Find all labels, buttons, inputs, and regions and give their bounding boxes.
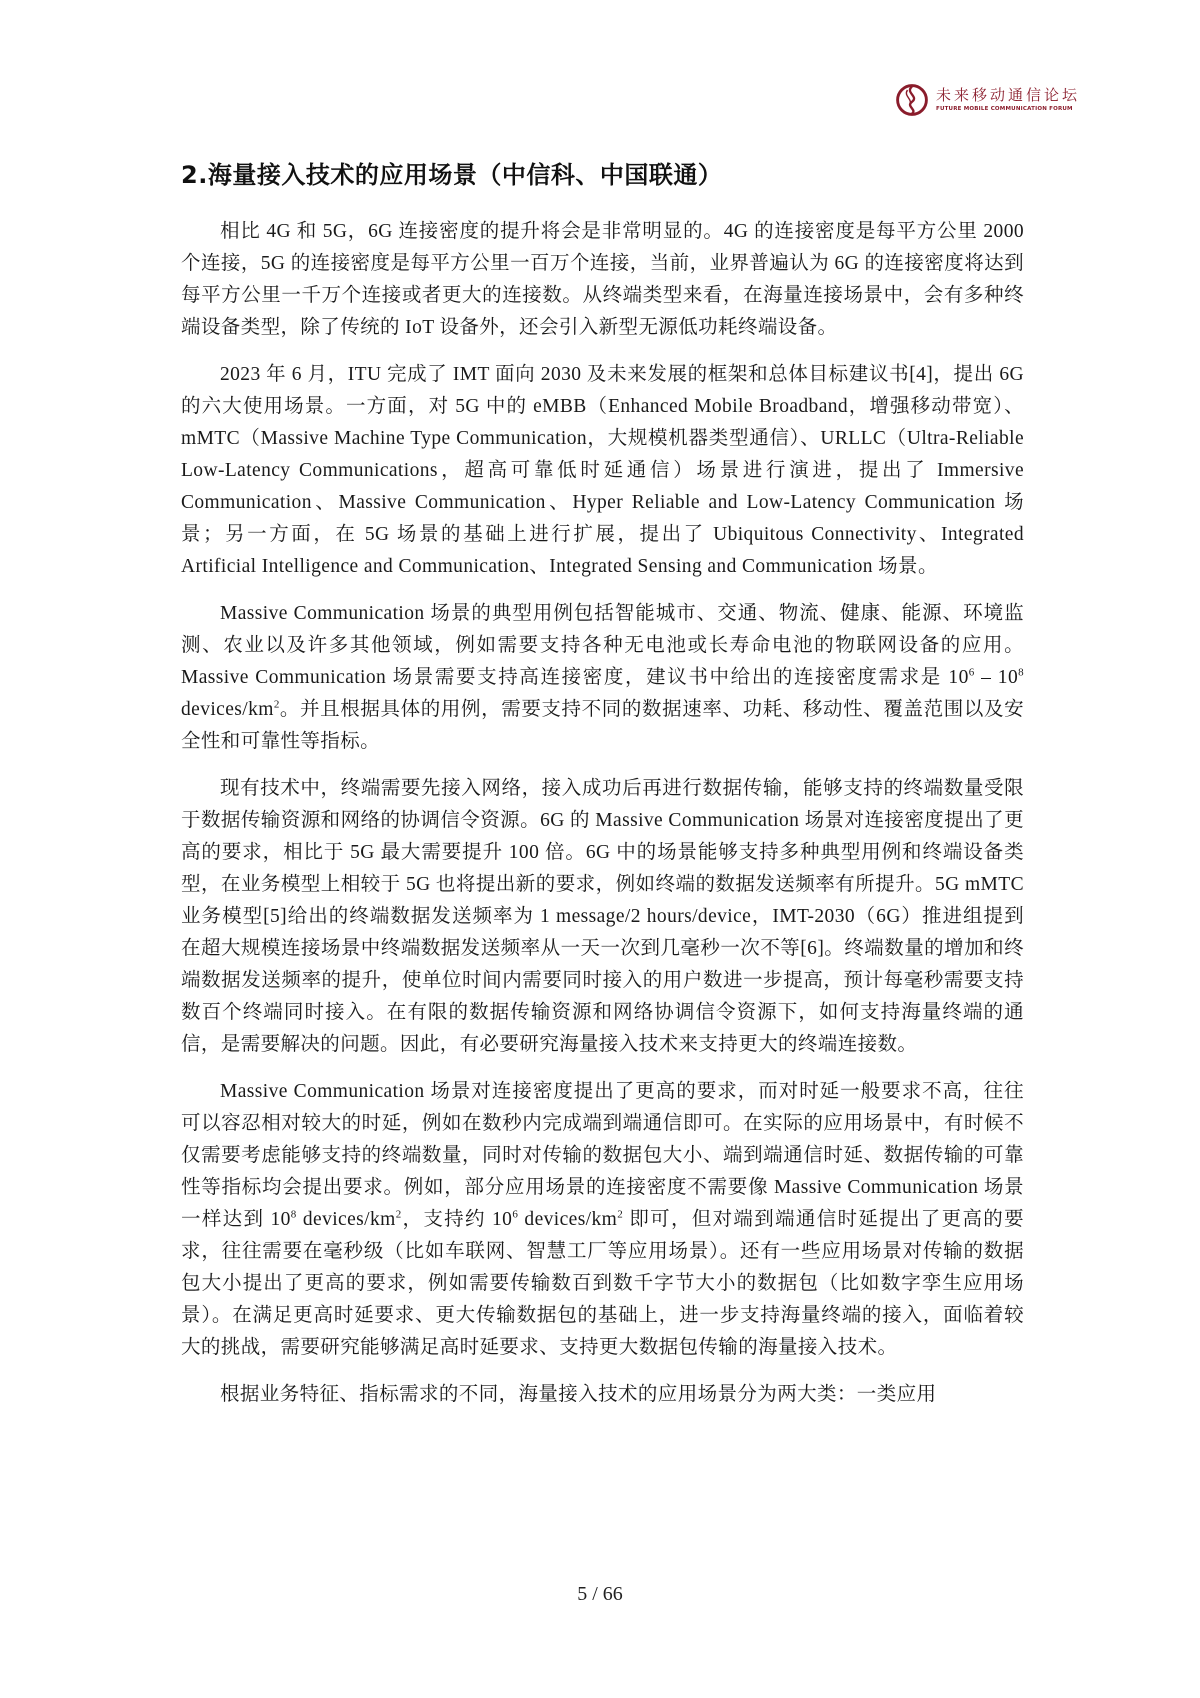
paragraph-connection-density: 相比 4G 和 5G，6G 连接密度的提升将会是非常明显的。4G 的连接密度是每平方公里 2000 个连接，5G 的连接密度是每平方公里一百万个连接，当前，业界普遍认为 6G 的连接密度将达到每平方公里一千万个连接或者更大的连接数。从终端类型来看，在海量连接场景中，会有多种终端设备类型，除了传统的 IoT 设备外，还会引入新型无源低功耗终端设备。 — [181, 221, 1024, 338]
text-segment: – 10 — [974, 667, 1019, 688]
page-header — [894, 82, 1080, 118]
text-segment: ，支持约 10 — [401, 1209, 513, 1230]
org-name-en: FUTURE MOBILE COMMUNICATION FORUM — [935, 105, 1073, 112]
forum-logo-text — [935, 85, 1080, 113]
superscript: 2 — [273, 698, 280, 711]
text-segment: devices/km — [181, 699, 274, 720]
paragraph-scenario-categories: 根据业务特征、指标需求的不同，海量接入技术的应用场景分为两大类：一类应用 — [220, 1384, 937, 1405]
superscript: 8 — [1018, 666, 1024, 679]
page-number: 5 / 66 — [577, 1583, 623, 1605]
text-segment: devices/km — [296, 1209, 396, 1230]
text-segment: Massive Communication 场景对连接密度提出了更高的要求，而对时延一般要求不高，往往可以容忍相对较大的时延，例如在数秒内完成端到端通信即可。在实际的应用场景中，有时候不仅需要考虑能够支持的终端数量，同时对传输的数据包大小、端到端通信时延、数据传输的可靠性等指标均会提出要求。例如，部分应用场景的连接密度不需要像 Massive Communication 场景一样达到 10 — [181, 1081, 1024, 1230]
superscript: 2 — [395, 1208, 402, 1221]
text-segment: 即可，但对端到端通信时延提出了更高的要求，往往需要在毫秒级（比如车联网、智慧工厂等应用场景）。还有一些应用场景对传输的数据包大小提出了更高的要求，例如需要传输数百到数千字节大小的数据包（比如数字孪生应用场景）。在满足更高时延要求、更大传输数据包的基础上，进一步支持海量终端的接入，面临着较大的挑战，需要研究能够满足高时延要求、支持更大数据包传输的海量接入技术。 — [181, 1209, 1024, 1358]
paragraph-itu-scenarios: 2023 年 6 月，ITU 完成了 IMT 面向 2030 及未来发展的框架和总体目标建议书[4]，提出 6G 的六大使用场景。一方面，对 5G 中的 eMBB（Enhanced Mobile Broadband，增强移动带宽）、mMTC（Massive Machine Type Communication，大规模机器类型通信）、URLLC（Ultra-Reliable Low-Latency Communications，超高可靠低时延通信）场景进行演进，提出了 Immersive Communication、Massive Communication、Hyper Reliable and Low-Latency Communication 场景；另一方面，在 5G 场景的基础上进行扩展，提出了 Ubiquitous Connectivity、Integrated Artificial Intelligence and Communication、Integrated Sensing and Communication 场景。 — [181, 364, 1024, 577]
superscript: 6 — [512, 1208, 519, 1221]
superscript: 2 — [617, 1208, 624, 1221]
paragraph-existing-technology: 现有技术中，终端需要先接入网络，接入成功后再进行数据传输，能够支持的终端数量受限于数据传输资源和网络的协调信令资源。6G 的 Massive Communication 场景对连接密度提出了更高的要求，相比于 5G 最大需要提升 100 倍。6G 中的场景能够支持多种典型用例和终端设备类型，在业务模型上相较于 5G 也将提出新的要求，例如终端的数据发送频率有所提升。5G mMTC 业务模型[5]给出的终端数据发送频率为 1 message/2 hours/device，IMT-2030（6G）推进组提到在超大规模连接场景中终端数据发送频率从一天一次到几毫秒一次不等[6]。终端数量的增加和终端数据发送频率的提升，使单位时间内需要同时接入的用户数进一步提高，预计每毫秒需要支持数百个终端同时接入。在有限的数据传输资源和网络协调信令资源下，如何支持海量终端的通信，是需要解决的问题。因此，有必要研究海量接入技术来支持更大的终端连接数。 — [181, 778, 1024, 1055]
paragraph-massive-communication-use-cases — [181, 598, 1024, 758]
text-segment: 。并且根据具体的用例，需要支持不同的数据速率、功耗、移动性、覆盖范围以及安全性和可靠性等指标。 — [181, 699, 1024, 752]
document-body — [181, 155, 1024, 1426]
section-title: 2.海量接入技术的应用场景（中信科、中国联通） — [181, 161, 723, 189]
forum-logo-icon — [894, 82, 930, 118]
superscript: 6 — [968, 666, 975, 679]
text-segment: devices/km — [518, 1209, 618, 1230]
text-segment: Massive Communication 场景的典型用例包括智能城市、交通、物流、健康、能源、环境监测、农业以及许多其他领域，例如需要支持各种无电池或长寿命电池的物联网设备的应用。Massive Communication 场景需要支持高连接密度，建议书中给出的连接密度需求是 10 — [181, 603, 1024, 688]
paragraph-latency-requirements — [181, 1076, 1024, 1364]
org-name-cn: 未来移动通信论坛 — [935, 85, 1080, 104]
superscript: 8 — [290, 1208, 297, 1221]
